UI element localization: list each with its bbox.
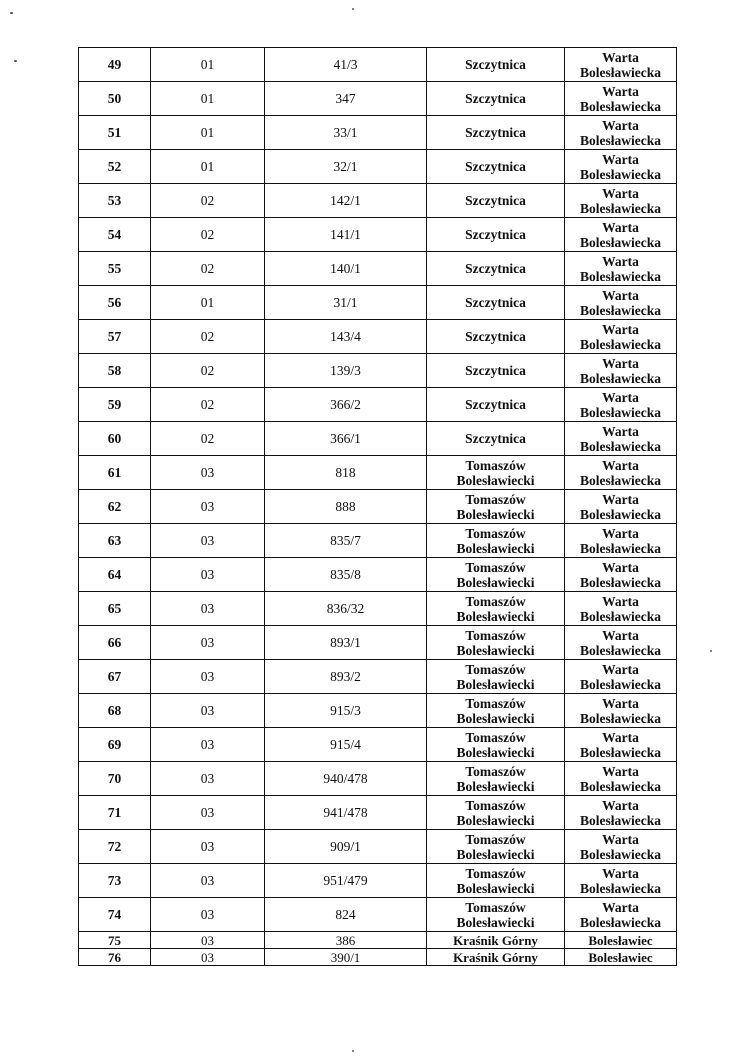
- parcel-number-cell: 143/4: [265, 320, 427, 354]
- commune-line: Bolesławiecka: [580, 540, 661, 556]
- locality-line: Bolesławiecki: [456, 540, 535, 556]
- row-number-cell: 50: [79, 82, 151, 116]
- parcel-table: [78, 47, 677, 966]
- table-row: [79, 660, 677, 694]
- locality-line: Tomaszów: [465, 797, 526, 813]
- precinct-cell: 03: [151, 898, 265, 932]
- commune-line: Bolesławiecka: [580, 914, 661, 930]
- locality-line: Kraśnik Górny: [453, 949, 538, 965]
- parcel-number-cell: 835/7: [265, 524, 427, 558]
- precinct-cell: 03: [151, 490, 265, 524]
- parcel-number-cell: 818: [265, 456, 427, 490]
- commune-line: Bolesławiec: [588, 949, 653, 965]
- precinct-cell: 03: [151, 626, 265, 660]
- table-row: [79, 762, 677, 796]
- locality-cell: [427, 830, 565, 864]
- commune-line: Warta: [602, 117, 639, 133]
- commune-line: Warta: [602, 83, 639, 99]
- row-number-cell: 68: [79, 694, 151, 728]
- commune-line: Warta: [602, 899, 639, 915]
- row-number-cell: 60: [79, 422, 151, 456]
- parcel-number-cell: 888: [265, 490, 427, 524]
- parcel-number-cell: 909/1: [265, 830, 427, 864]
- precinct-cell: 03: [151, 830, 265, 864]
- locality-line: Tomaszów: [465, 491, 526, 507]
- locality-line: Szczytnica: [465, 295, 526, 310]
- locality-line: Szczytnica: [465, 397, 526, 412]
- table-row: [79, 252, 677, 286]
- commune-line: Bolesławiecka: [580, 506, 661, 522]
- table-row: [79, 320, 677, 354]
- parcel-number-cell: 915/4: [265, 728, 427, 762]
- commune-line: Warta: [602, 219, 639, 235]
- precinct-cell: 03: [151, 864, 265, 898]
- row-number-cell: 52: [79, 150, 151, 184]
- parcel-table-body: [79, 48, 677, 966]
- table-row: [79, 864, 677, 898]
- precinct-cell: 02: [151, 218, 265, 252]
- precinct-cell: 03: [151, 728, 265, 762]
- locality-line: Bolesławiecki: [456, 914, 535, 930]
- row-number-cell: 53: [79, 184, 151, 218]
- table-row: [79, 558, 677, 592]
- locality-cell: [427, 864, 565, 898]
- precinct-cell: 02: [151, 252, 265, 286]
- parcel-number-cell: 915/3: [265, 694, 427, 728]
- commune-cell: [565, 864, 677, 898]
- precinct-cell: 03: [151, 762, 265, 796]
- commune-line: Bolesławiecka: [580, 608, 661, 624]
- commune-line: Bolesławiecka: [580, 778, 661, 794]
- commune-line: Bolesławiecka: [580, 744, 661, 760]
- commune-cell: [565, 286, 677, 320]
- locality-line: Tomaszów: [465, 525, 526, 541]
- commune-line: Bolesławiecka: [580, 880, 661, 896]
- commune-cell: [565, 48, 677, 82]
- precinct-cell: 03: [151, 932, 265, 949]
- table-row: [79, 524, 677, 558]
- commune-cell: [565, 82, 677, 116]
- table-row: [79, 184, 677, 218]
- row-number-cell: 59: [79, 388, 151, 422]
- precinct-cell: 02: [151, 422, 265, 456]
- row-number-cell: 49: [79, 48, 151, 82]
- commune-cell: [565, 932, 677, 949]
- locality-line: Bolesławiecki: [456, 608, 535, 624]
- locality-line: Tomaszów: [465, 763, 526, 779]
- locality-cell: [427, 48, 565, 82]
- locality-line: Bolesławiecki: [456, 778, 535, 794]
- precinct-cell: 02: [151, 388, 265, 422]
- locality-cell: [427, 422, 565, 456]
- commune-line: Bolesławiecka: [580, 132, 661, 148]
- table-row: [79, 796, 677, 830]
- table-row: [79, 626, 677, 660]
- commune-line: Warta: [602, 457, 639, 473]
- precinct-cell: 01: [151, 150, 265, 184]
- parcel-number-cell: 139/3: [265, 354, 427, 388]
- parcel-number-cell: 941/478: [265, 796, 427, 830]
- commune-cell: [565, 218, 677, 252]
- table-row: [79, 388, 677, 422]
- commune-line: Warta: [602, 185, 639, 201]
- table-row: [79, 48, 677, 82]
- table-row: [79, 150, 677, 184]
- commune-cell: [565, 728, 677, 762]
- commune-cell: [565, 949, 677, 966]
- commune-cell: [565, 898, 677, 932]
- parcel-number-cell: 824: [265, 898, 427, 932]
- locality-line: Szczytnica: [465, 159, 526, 174]
- precinct-cell: 01: [151, 82, 265, 116]
- locality-line: Tomaszów: [465, 457, 526, 473]
- locality-line: Tomaszów: [465, 559, 526, 575]
- commune-cell: [565, 592, 677, 626]
- precinct-cell: 01: [151, 116, 265, 150]
- locality-line: Bolesławiecki: [456, 744, 535, 760]
- parcel-number-cell: 32/1: [265, 150, 427, 184]
- commune-cell: [565, 830, 677, 864]
- commune-cell: [565, 490, 677, 524]
- commune-cell: [565, 388, 677, 422]
- row-number-cell: 54: [79, 218, 151, 252]
- row-number-cell: 71: [79, 796, 151, 830]
- commune-line: Warta: [602, 151, 639, 167]
- locality-cell: [427, 150, 565, 184]
- commune-line: Warta: [602, 389, 639, 405]
- commune-cell: [565, 422, 677, 456]
- locality-line: Szczytnica: [465, 57, 526, 72]
- parcel-number-cell: 41/3: [265, 48, 427, 82]
- commune-line: Bolesławiecka: [580, 64, 661, 80]
- commune-line: Bolesławiecka: [580, 268, 661, 284]
- commune-line: Bolesławiecka: [580, 302, 661, 318]
- locality-cell: [427, 524, 565, 558]
- row-number-cell: 67: [79, 660, 151, 694]
- scan-speck: [352, 8, 354, 10]
- row-number-cell: 63: [79, 524, 151, 558]
- table-row: [79, 286, 677, 320]
- table-row: [79, 898, 677, 932]
- scan-speck: [352, 1050, 354, 1052]
- parcel-number-cell: 893/1: [265, 626, 427, 660]
- table-row: [79, 932, 677, 949]
- commune-cell: [565, 626, 677, 660]
- precinct-cell: 03: [151, 660, 265, 694]
- commune-line: Bolesławiecka: [580, 336, 661, 352]
- locality-cell: [427, 898, 565, 932]
- locality-line: Bolesławiecki: [456, 472, 535, 488]
- table-row: [79, 82, 677, 116]
- parcel-number-cell: 33/1: [265, 116, 427, 150]
- locality-line: Bolesławiecki: [456, 846, 535, 862]
- table-row: [79, 456, 677, 490]
- row-number-cell: 74: [79, 898, 151, 932]
- commune-cell: [565, 694, 677, 728]
- table-row: [79, 949, 677, 966]
- scan-speck: [710, 650, 712, 652]
- parcel-number-cell: 142/1: [265, 184, 427, 218]
- locality-line: Tomaszów: [465, 627, 526, 643]
- commune-line: Bolesławiecka: [580, 574, 661, 590]
- commune-cell: [565, 354, 677, 388]
- precinct-cell: 03: [151, 796, 265, 830]
- locality-line: Bolesławiecki: [456, 812, 535, 828]
- commune-line: Warta: [602, 525, 639, 541]
- locality-cell: [427, 728, 565, 762]
- parcel-number-cell: 366/1: [265, 422, 427, 456]
- locality-line: Tomaszów: [465, 865, 526, 881]
- row-number-cell: 66: [79, 626, 151, 660]
- locality-line: Tomaszów: [465, 593, 526, 609]
- parcel-number-cell: 893/2: [265, 660, 427, 694]
- table-row: [79, 116, 677, 150]
- locality-cell: [427, 592, 565, 626]
- precinct-cell: 03: [151, 949, 265, 966]
- locality-line: Bolesławiecki: [456, 676, 535, 692]
- locality-cell: [427, 320, 565, 354]
- row-number-cell: 61: [79, 456, 151, 490]
- locality-cell: [427, 626, 565, 660]
- table-row: [79, 830, 677, 864]
- locality-line: Szczytnica: [465, 125, 526, 140]
- parcel-number-cell: 390/1: [265, 949, 427, 966]
- precinct-cell: 03: [151, 558, 265, 592]
- precinct-cell: 03: [151, 456, 265, 490]
- locality-line: Bolesławiecki: [456, 574, 535, 590]
- parcel-number-cell: 386: [265, 932, 427, 949]
- table-row: [79, 490, 677, 524]
- locality-cell: [427, 660, 565, 694]
- locality-line: Tomaszów: [465, 831, 526, 847]
- locality-line: Bolesławiecki: [456, 710, 535, 726]
- commune-cell: [565, 558, 677, 592]
- parcel-number-cell: 836/32: [265, 592, 427, 626]
- precinct-cell: 01: [151, 286, 265, 320]
- locality-line: Tomaszów: [465, 729, 526, 745]
- commune-cell: [565, 796, 677, 830]
- locality-cell: [427, 949, 565, 966]
- commune-line: Warta: [602, 865, 639, 881]
- parcel-number-cell: 31/1: [265, 286, 427, 320]
- commune-line: Bolesławiecka: [580, 676, 661, 692]
- locality-line: Bolesławiecki: [456, 642, 535, 658]
- locality-cell: [427, 456, 565, 490]
- locality-cell: [427, 932, 565, 949]
- commune-line: Bolesławiecka: [580, 166, 661, 182]
- commune-line: Warta: [602, 797, 639, 813]
- precinct-cell: 03: [151, 592, 265, 626]
- commune-cell: [565, 524, 677, 558]
- commune-line: Warta: [602, 491, 639, 507]
- row-number-cell: 57: [79, 320, 151, 354]
- commune-cell: [565, 150, 677, 184]
- table-row: [79, 592, 677, 626]
- commune-line: Warta: [602, 661, 639, 677]
- locality-cell: [427, 286, 565, 320]
- table-row: [79, 694, 677, 728]
- precinct-cell: 01: [151, 48, 265, 82]
- row-number-cell: 62: [79, 490, 151, 524]
- row-number-cell: 55: [79, 252, 151, 286]
- commune-line: Bolesławiecka: [580, 846, 661, 862]
- row-number-cell: 70: [79, 762, 151, 796]
- locality-line: Tomaszów: [465, 695, 526, 711]
- commune-line: Warta: [602, 253, 639, 269]
- commune-line: Bolesławiecka: [580, 370, 661, 386]
- commune-line: Bolesławiecka: [580, 812, 661, 828]
- commune-line: Bolesławiec: [588, 932, 653, 948]
- commune-line: Bolesławiecka: [580, 98, 661, 114]
- table-row: [79, 354, 677, 388]
- commune-line: Warta: [602, 593, 639, 609]
- commune-cell: [565, 762, 677, 796]
- locality-line: Tomaszów: [465, 661, 526, 677]
- commune-line: Warta: [602, 729, 639, 745]
- locality-cell: [427, 82, 565, 116]
- locality-cell: [427, 694, 565, 728]
- parcel-number-cell: 140/1: [265, 252, 427, 286]
- commune-line: Warta: [602, 355, 639, 371]
- commune-cell: [565, 456, 677, 490]
- commune-line: Bolesławiecka: [580, 404, 661, 420]
- commune-line: Warta: [602, 763, 639, 779]
- locality-cell: [427, 354, 565, 388]
- table-row: [79, 728, 677, 762]
- scan-speck: [14, 60, 17, 62]
- locality-cell: [427, 762, 565, 796]
- commune-line: Bolesławiecka: [580, 200, 661, 216]
- row-number-cell: 73: [79, 864, 151, 898]
- commune-cell: [565, 320, 677, 354]
- locality-cell: [427, 490, 565, 524]
- locality-line: Bolesławiecki: [456, 880, 535, 896]
- locality-cell: [427, 796, 565, 830]
- commune-line: Warta: [602, 423, 639, 439]
- commune-line: Warta: [602, 321, 639, 337]
- row-number-cell: 76: [79, 949, 151, 966]
- locality-line: Bolesławiecki: [456, 506, 535, 522]
- locality-line: Szczytnica: [465, 261, 526, 276]
- row-number-cell: 69: [79, 728, 151, 762]
- row-number-cell: 56: [79, 286, 151, 320]
- commune-cell: [565, 660, 677, 694]
- commune-cell: [565, 116, 677, 150]
- scan-speck: [10, 12, 13, 14]
- parcel-number-cell: 951/479: [265, 864, 427, 898]
- precinct-cell: 02: [151, 184, 265, 218]
- commune-line: Warta: [602, 49, 639, 65]
- locality-line: Szczytnica: [465, 431, 526, 446]
- locality-cell: [427, 184, 565, 218]
- row-number-cell: 75: [79, 932, 151, 949]
- commune-line: Bolesławiecka: [580, 642, 661, 658]
- table-row: [79, 422, 677, 456]
- locality-cell: [427, 558, 565, 592]
- parcel-number-cell: 835/8: [265, 558, 427, 592]
- commune-line: Warta: [602, 287, 639, 303]
- parcel-number-cell: 940/478: [265, 762, 427, 796]
- commune-line: Warta: [602, 695, 639, 711]
- commune-line: Bolesławiecka: [580, 234, 661, 250]
- row-number-cell: 58: [79, 354, 151, 388]
- commune-line: Bolesławiecka: [580, 472, 661, 488]
- locality-line: Kraśnik Górny: [453, 932, 538, 948]
- precinct-cell: 03: [151, 524, 265, 558]
- precinct-cell: 03: [151, 694, 265, 728]
- locality-line: Tomaszów: [465, 899, 526, 915]
- locality-cell: [427, 388, 565, 422]
- row-number-cell: 64: [79, 558, 151, 592]
- locality-line: Szczytnica: [465, 227, 526, 242]
- commune-line: Warta: [602, 831, 639, 847]
- locality-cell: [427, 116, 565, 150]
- parcel-number-cell: 141/1: [265, 218, 427, 252]
- locality-cell: [427, 218, 565, 252]
- commune-line: Bolesławiecka: [580, 438, 661, 454]
- table-row: [79, 218, 677, 252]
- precinct-cell: 02: [151, 354, 265, 388]
- locality-line: Szczytnica: [465, 329, 526, 344]
- commune-line: Bolesławiecka: [580, 710, 661, 726]
- parcel-number-cell: 366/2: [265, 388, 427, 422]
- row-number-cell: 51: [79, 116, 151, 150]
- parcel-number-cell: 347: [265, 82, 427, 116]
- locality-line: Szczytnica: [465, 363, 526, 378]
- precinct-cell: 02: [151, 320, 265, 354]
- commune-line: Warta: [602, 627, 639, 643]
- commune-cell: [565, 252, 677, 286]
- commune-line: Warta: [602, 559, 639, 575]
- commune-cell: [565, 184, 677, 218]
- locality-line: Szczytnica: [465, 193, 526, 208]
- locality-cell: [427, 252, 565, 286]
- locality-line: Szczytnica: [465, 91, 526, 106]
- row-number-cell: 65: [79, 592, 151, 626]
- row-number-cell: 72: [79, 830, 151, 864]
